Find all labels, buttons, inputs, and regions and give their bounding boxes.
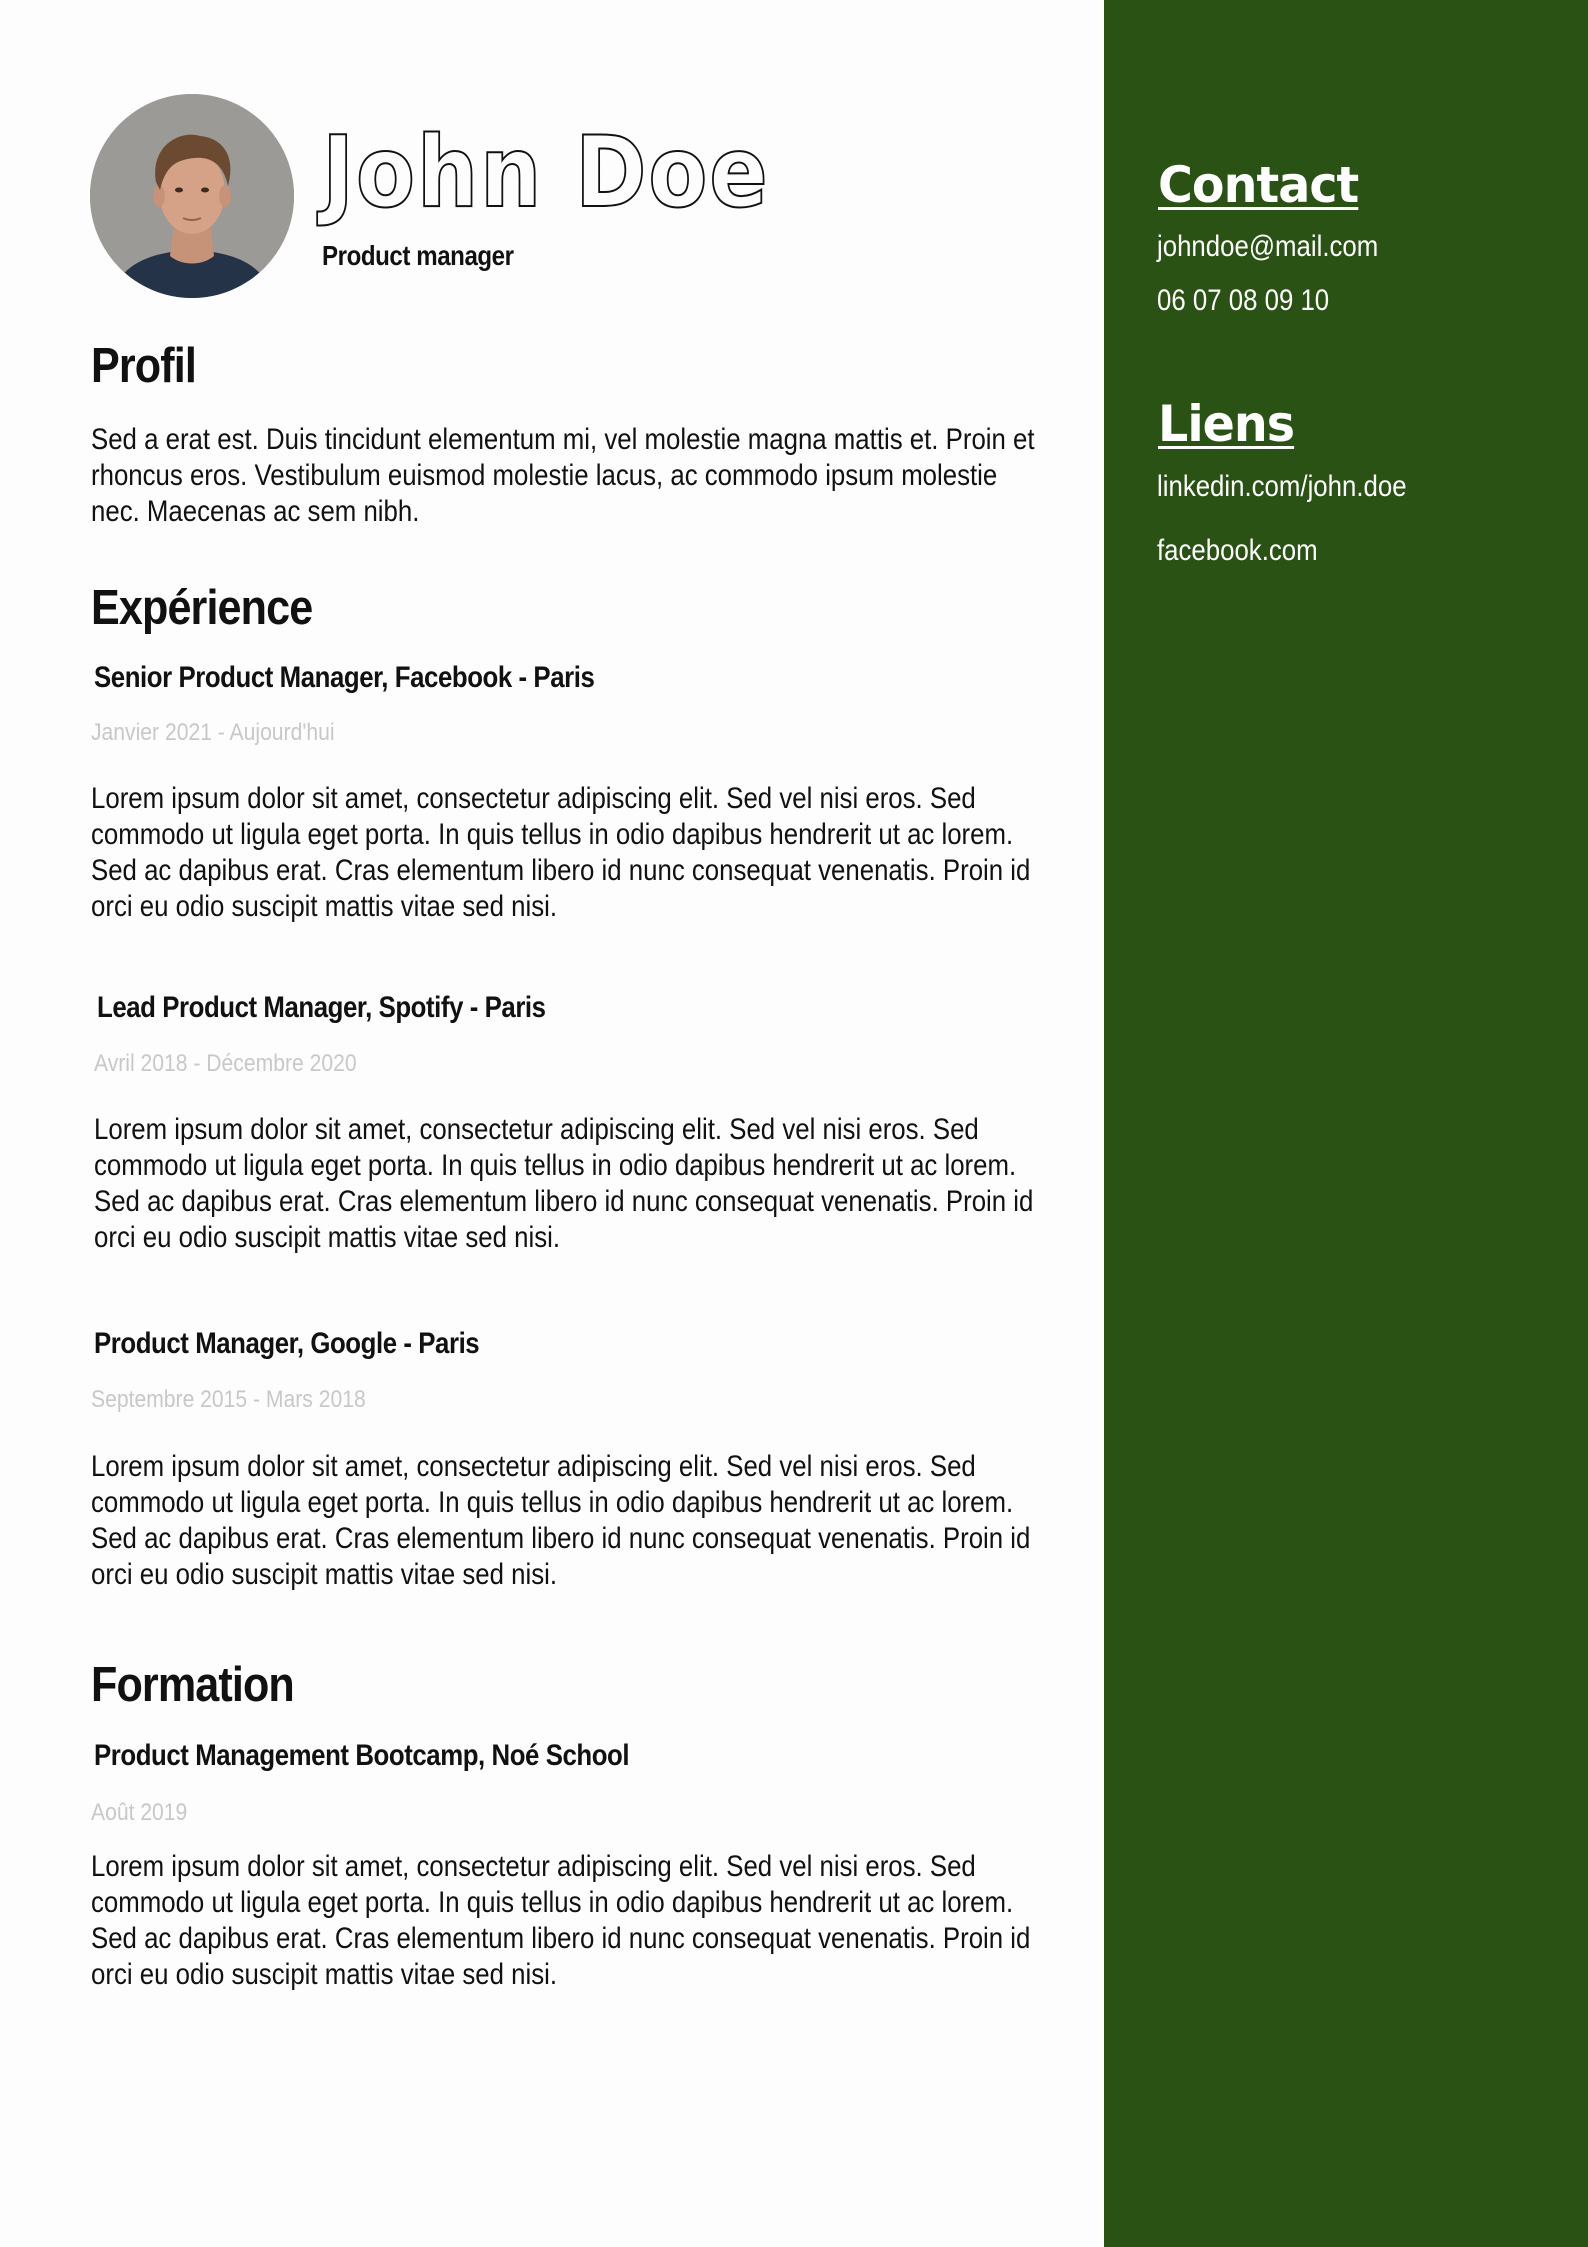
education-1-description: Lorem ipsum dolor sit amet, consectetur adipiscing elit. Sed vel nisi eros. Sed commodo ut ligula eget porta. In quis tellus in odio dapibus hendrerit ut ac lorem. Sed ac dapibus erat. Cras elementum libero id nunc consequat venenatis. Proin id orci eu odio suscipit mattis vitae sed nisi. — [91, 1850, 1031, 1991]
education-1-degree: Product Management Bootcamp, Noé School — [94, 1739, 630, 1772]
experience-3-role: Product Manager, Google - Paris — [94, 1327, 480, 1360]
sidebar — [1104, 0, 1588, 2247]
contact-phone[interactable]: 06 07 08 09 10 — [1157, 284, 1330, 317]
experience-2-description: Lorem ipsum dolor sit amet, consectetur adipiscing elit. Sed vel nisi eros. Sed commodo ut ligula eget porta. In quis tellus in odio dapibus hendrerit ut ac lorem. Sed ac dapibus erat. Cras elementum libero id nunc consequat venenatis. Proin id orci eu odio suscipit mattis vitae sed nisi. — [94, 1113, 1034, 1254]
experience-1-dates: Janvier 2021 - Aujourd'hui — [91, 719, 335, 746]
profile-photo-image — [90, 94, 294, 298]
experience-heading: Expérience — [91, 581, 313, 635]
candidate-name: John Doe — [322, 116, 770, 230]
profile-heading: Profil — [91, 339, 196, 393]
contact-email[interactable]: johndoe@mail.com — [1157, 230, 1379, 263]
link-facebook[interactable]: facebook.com — [1157, 534, 1318, 567]
contact-heading: Contact — [1158, 156, 1359, 214]
links-heading: Liens — [1158, 395, 1295, 453]
job-title: Product manager — [322, 240, 514, 271]
education-1-dates: Août 2019 — [91, 1799, 188, 1826]
education-heading: Formation — [91, 1658, 294, 1712]
experience-3-dates: Septembre 2015 - Mars 2018 — [91, 1386, 366, 1413]
experience-1-description: Lorem ipsum dolor sit amet, consectetur adipiscing elit. Sed vel nisi eros. Sed commodo ut ligula eget porta. In quis tellus in odio dapibus hendrerit ut ac lorem. Sed ac dapibus erat. Cras elementum libero id nunc consequat venenatis. Proin id orci eu odio suscipit mattis vitae sed nisi. — [91, 782, 1031, 923]
experience-3-description: Lorem ipsum dolor sit amet, consectetur adipiscing elit. Sed vel nisi eros. Sed commodo ut ligula eget porta. In quis tellus in odio dapibus hendrerit ut ac lorem. Sed ac dapibus erat. Cras elementum libero id nunc consequat venenatis. Proin id orci eu odio suscipit mattis vitae sed nisi. — [91, 1450, 1031, 1591]
profile-text: Sed a erat est. Duis tincidunt elementum mi, vel molestie magna mattis et. Proin et rhoncus eros. Vestibulum euismod molestie lacus, ac commodo ipsum molestie nec. Maecenas ac sem nibh. — [91, 423, 1035, 528]
experience-2-role: Lead Product Manager, Spotify - Paris — [97, 991, 546, 1024]
experience-1-role: Senior Product Manager, Facebook - Paris — [94, 661, 595, 694]
experience-2-dates: Avril 2018 - Décembre 2020 — [94, 1050, 357, 1077]
link-linkedin[interactable]: linkedin.com/john.doe — [1157, 470, 1407, 503]
profile-photo — [90, 94, 294, 298]
